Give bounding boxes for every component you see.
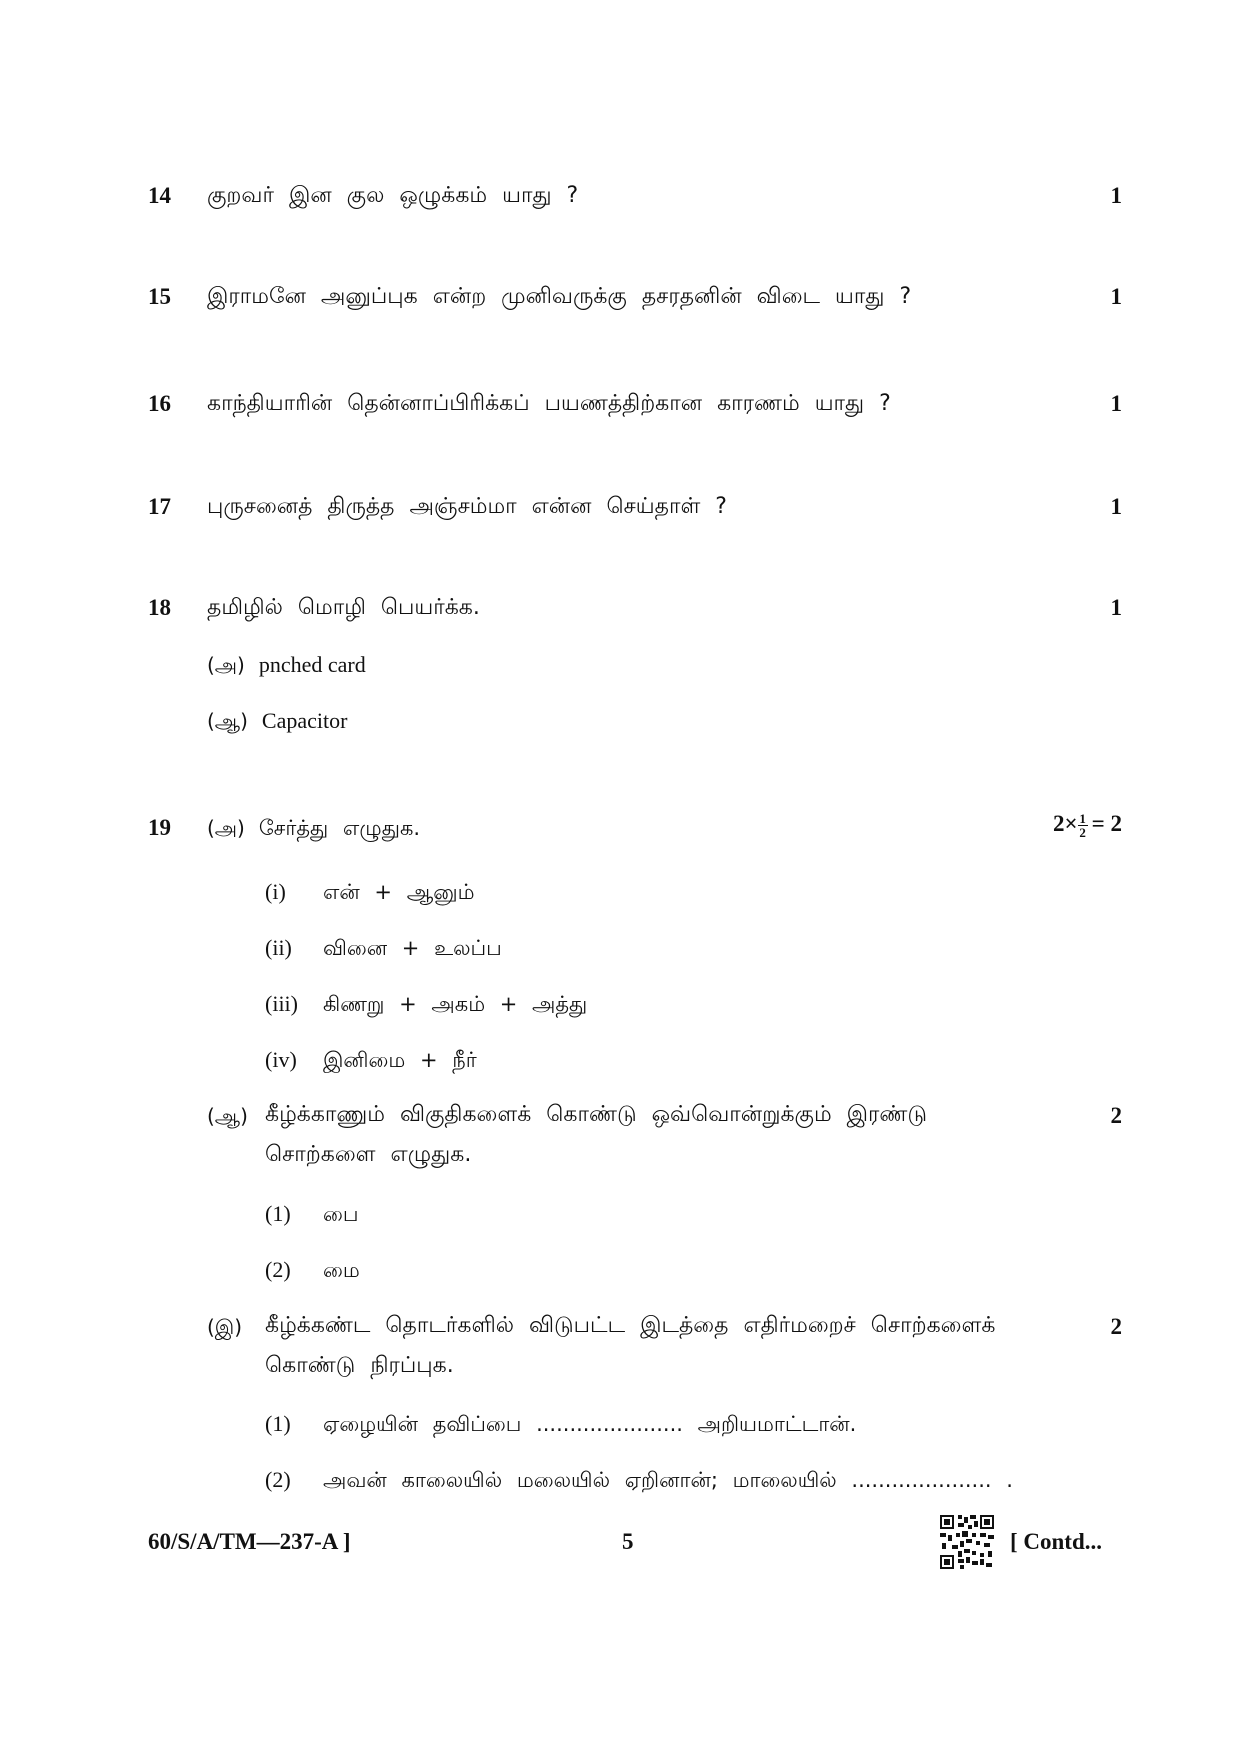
part-label: (ஆ) — [207, 1104, 248, 1128]
question-14-number: 14 — [148, 183, 171, 208]
question-19c-item-1 — [265, 1410, 856, 1438]
marks-prefix: 2× — [1053, 811, 1078, 836]
question-19b-item-1 — [265, 1200, 359, 1228]
question-19a-heading — [207, 814, 420, 842]
question-19c-label — [207, 1313, 256, 1341]
item-label: (i) — [265, 879, 286, 904]
item-label: (1) — [265, 1411, 291, 1436]
question-19b-label — [207, 1102, 262, 1130]
question-19b-text — [265, 1095, 1025, 1175]
item-label: (ii) — [265, 935, 292, 960]
page-number: 5 — [622, 1529, 634, 1554]
item-text: ஏழையின் தவிப்பை ...................... அறியமாட்டான். — [323, 1412, 857, 1436]
item-label: (அ) — [207, 653, 245, 677]
item-label: (2) — [265, 1467, 291, 1492]
paper-code: 60/S/A/TM—237-A ] — [148, 1529, 351, 1554]
question-19c-item-2 — [265, 1466, 1013, 1494]
question-16-marks: 1 — [1110, 391, 1122, 416]
question-14-text: குறவர் இன குல ஒழுக்கம் யாது ? — [207, 183, 579, 208]
fraction-numerator: 1 — [1079, 811, 1086, 827]
question-14-marks: 1 — [1110, 183, 1122, 208]
item-text: பை — [323, 1202, 359, 1226]
item-text: pnched card — [258, 652, 366, 677]
question-19-number: 19 — [148, 815, 171, 840]
question-17-number: 17 — [148, 494, 171, 519]
continued-note: [ Contd... — [1010, 1529, 1103, 1554]
question-19a-item-4 — [265, 1046, 477, 1074]
question-18-item-a — [207, 651, 366, 679]
item-text: இனிமை + நீர் — [323, 1048, 477, 1072]
question-19b-item-2 — [265, 1256, 360, 1284]
marks-suffix: = 2 — [1091, 811, 1122, 836]
part-label: (இ) — [207, 1315, 243, 1339]
qr-code-icon — [940, 1515, 994, 1569]
item-text: கிணறு + அகம் + அத்து — [323, 992, 588, 1016]
part-text-line-2: சொற்களை எழுதுக. — [265, 1142, 472, 1167]
question-19a-item-2 — [265, 934, 502, 962]
question-19a-item-1 — [265, 878, 475, 906]
item-text: வினை + உலப்ப — [323, 936, 502, 960]
question-19b-marks: 2 — [1110, 1103, 1122, 1128]
question-19a-marks — [1053, 810, 1122, 839]
question-17-text: புருசனைத் திருத்த அஞ்சம்மா என்ன செய்தாள் ? — [207, 494, 727, 519]
question-19c-text — [265, 1306, 1025, 1386]
question-16-number: 16 — [148, 391, 171, 416]
question-16-text: காந்தியாரின் தென்னாப்பிரிக்கப் பயணத்திற்கான காரணம் யாது ? — [207, 391, 891, 416]
item-label: (1) — [265, 1201, 291, 1226]
question-15-number: 15 — [148, 284, 171, 309]
item-text: என் + ஆனும் — [323, 880, 475, 904]
question-15-text: இராமனே அனுப்புக என்ற முனிவருக்கு தசரதனின் விடை யாது ? — [207, 284, 912, 309]
item-label: (2) — [265, 1257, 291, 1282]
item-label: (iii) — [265, 991, 298, 1016]
marks-fraction — [1078, 812, 1088, 839]
part-text-line-1: கீழ்க்காணும் விகுதிகளைக் கொண்டு ஒவ்வொன்றுக்கும் இரண்டு — [265, 1102, 928, 1127]
question-18-number: 18 — [148, 595, 171, 620]
fraction-denominator: 2 — [1079, 825, 1086, 841]
question-18-marks: 1 — [1110, 595, 1122, 620]
item-text: Capacitor — [261, 708, 348, 733]
part-text-line-2: கொண்டு நிரப்புக. — [265, 1353, 454, 1378]
part-text-line-1: கீழ்க்கண்ட தொடர்களில் விடுபட்ட இடத்தை எதிர்மறைச் சொற்களைக் — [265, 1313, 996, 1338]
part-label: (அ) — [207, 816, 245, 840]
item-text: அவன் காலையில் மலையில் ஏறினான்; மாலையில் ..................... . — [323, 1468, 1013, 1492]
question-15-marks: 1 — [1110, 284, 1122, 309]
question-19a-item-3 — [265, 990, 587, 1018]
item-label: (ஆ) — [207, 709, 248, 733]
item-text: மை — [323, 1258, 360, 1282]
part-text: சேர்த்து எழுதுக. — [258, 816, 421, 840]
question-18-item-b — [207, 707, 347, 735]
question-18-text: தமிழில் மொழி பெயர்க்க. — [207, 595, 480, 620]
question-17-marks: 1 — [1110, 494, 1122, 519]
item-label: (iv) — [265, 1047, 297, 1072]
question-19c-marks: 2 — [1110, 1314, 1122, 1339]
